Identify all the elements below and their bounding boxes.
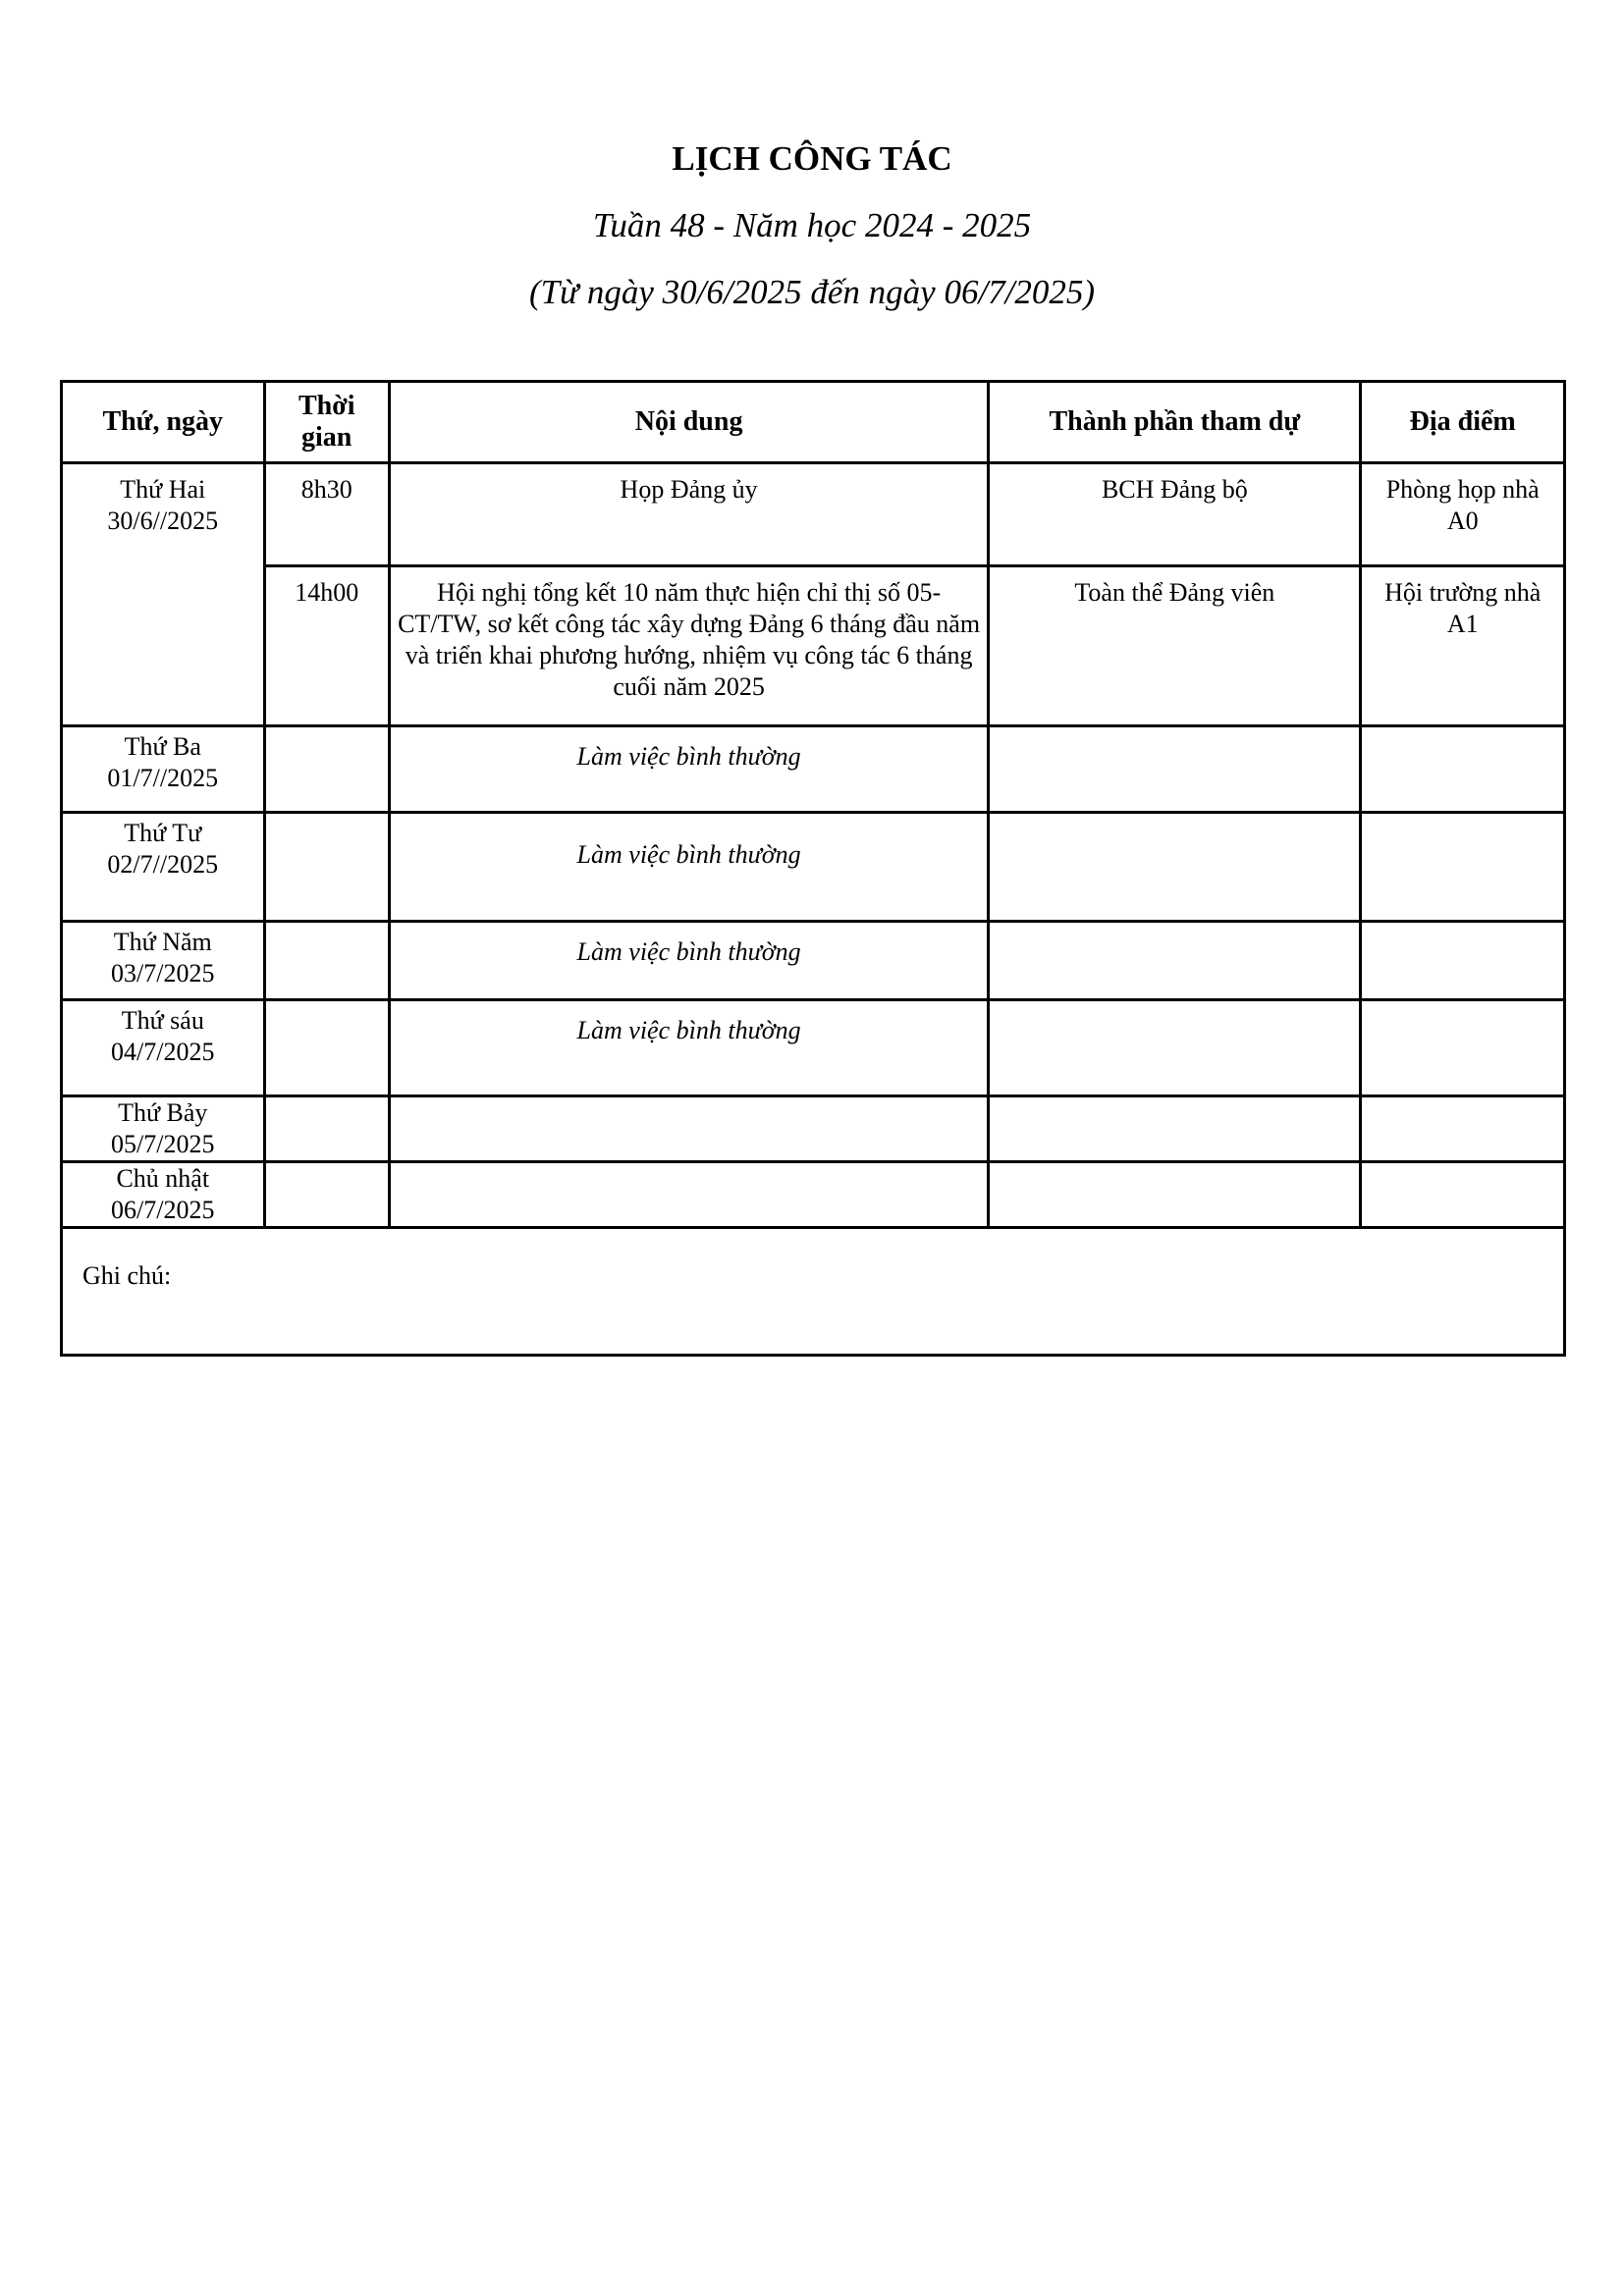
day-cell: [62, 463, 265, 726]
location-cell: [1361, 922, 1565, 1000]
day-date: 06/7/2025: [111, 1196, 215, 1224]
participants-cell: Toàn thể Đảng viên: [989, 566, 1361, 726]
content-cell: Làm việc bình thường: [389, 1000, 988, 1096]
location-cell: [1361, 726, 1565, 813]
time-cell: [264, 726, 389, 813]
table-row: [62, 726, 1565, 813]
col-header-time: Thời gian: [264, 382, 389, 463]
participants-cell: [989, 726, 1361, 813]
day-name: Thứ Năm: [113, 928, 212, 956]
location-cell: [1361, 1096, 1565, 1162]
time-cell: [264, 922, 389, 1000]
day-name: Thứ Bảy: [118, 1098, 208, 1127]
col-header-location: Địa điểm: [1361, 382, 1565, 463]
content-cell: [389, 1096, 988, 1162]
content-cell: Họp Đảng ủy: [389, 463, 988, 566]
day-date: 01/7//2025: [107, 764, 219, 792]
participants-cell: [989, 1000, 1361, 1096]
col-header-day: Thứ, ngày: [62, 382, 265, 463]
table-row: [62, 922, 1565, 1000]
time-cell: [264, 1000, 389, 1096]
content-cell: Làm việc bình thường: [389, 726, 988, 813]
time-cell: 14h00: [264, 566, 389, 726]
date-range: (Từ ngày 30/6/2025 đến ngày 06/7/2025): [528, 273, 1096, 311]
content-cell: Hội nghị tổng kết 10 năm thực hiện chỉ thị số 05-CT/TW, sơ kết công tác xây dựng Đảng 6 tháng đầu năm và triển khai phương hướng, nhiệm vụ công tác 6 tháng cuối năm 2025: [389, 566, 988, 726]
time-cell: [264, 1162, 389, 1228]
location-cell: Phòng họp nhà A0: [1361, 463, 1565, 566]
note-cell: Ghi chú:: [62, 1228, 1565, 1356]
location-cell: [1361, 1000, 1565, 1096]
table-row: [62, 813, 1565, 922]
participants-cell: [989, 813, 1361, 922]
participants-cell: [989, 922, 1361, 1000]
day-cell: [62, 1162, 265, 1228]
week-subtitle: Tuần 48 - Năm học 2024 - 2025: [592, 206, 1032, 244]
table-row: [62, 1162, 1565, 1228]
day-name: Chủ nhật: [116, 1164, 210, 1193]
day-cell: [62, 922, 265, 1000]
time-cell: 8h30: [264, 463, 389, 566]
content-cell: Làm việc bình thường: [389, 922, 988, 1000]
location-cell: Hội trường nhà A1: [1361, 566, 1565, 726]
day-name: Thứ sáu: [121, 1006, 204, 1035]
day-name: Thứ Tư: [124, 819, 202, 847]
time-cell: [264, 813, 389, 922]
content-cell: [389, 1162, 988, 1228]
table-row: [62, 1096, 1565, 1162]
day-cell: [62, 1000, 265, 1096]
day-date: 02/7//2025: [107, 850, 219, 879]
day-date: 30/6//2025: [107, 507, 219, 535]
day-date: 04/7/2025: [111, 1038, 215, 1066]
participants-cell: [989, 1162, 1361, 1228]
table-header-row: [62, 382, 1565, 463]
location-cell: [1361, 813, 1565, 922]
time-cell: [264, 1096, 389, 1162]
day-date: 03/7/2025: [111, 959, 215, 988]
content-cell: Làm việc bình thường: [389, 813, 988, 922]
participants-cell: [989, 1096, 1361, 1162]
day-name: Thứ Hai: [120, 475, 206, 504]
day-cell: [62, 813, 265, 922]
day-cell: [62, 726, 265, 813]
participants-cell: BCH Đảng bộ: [989, 463, 1361, 566]
table-row: [62, 463, 1565, 566]
schedule-table: [60, 380, 1566, 1357]
table-row: [62, 1000, 1565, 1096]
col-header-participants: Thành phần tham dự: [989, 382, 1361, 463]
day-name: Thứ Ba: [124, 732, 201, 761]
table-row: [62, 566, 1565, 726]
day-date: 05/7/2025: [111, 1130, 215, 1158]
note-row: [62, 1228, 1565, 1356]
page-title: LỊCH CÔNG TÁC: [672, 139, 952, 178]
location-cell: [1361, 1162, 1565, 1228]
day-cell: [62, 1096, 265, 1162]
col-header-content: Nội dung: [389, 382, 988, 463]
